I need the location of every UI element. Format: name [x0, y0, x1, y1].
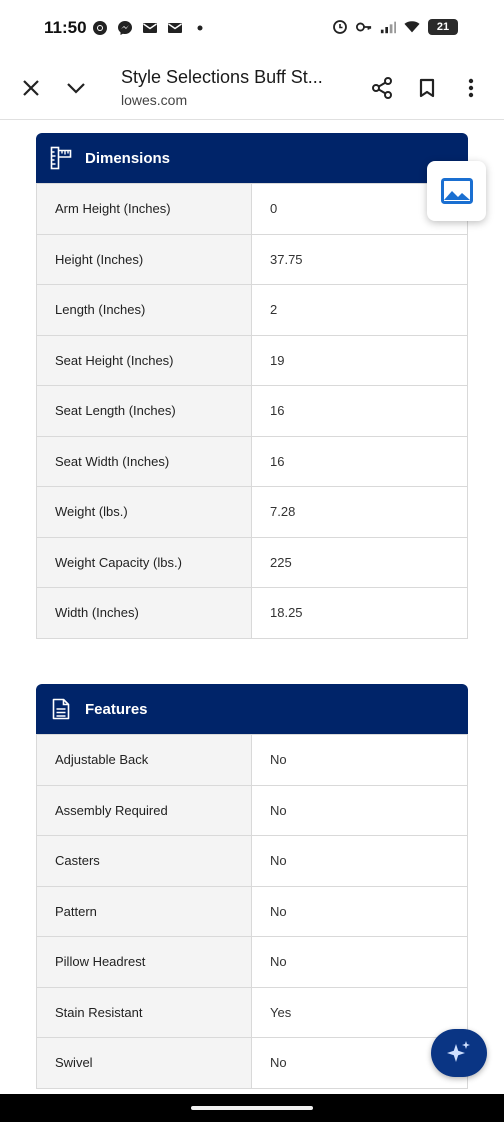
table-row — [37, 234, 468, 285]
more-vert-icon — [468, 78, 474, 98]
table-row — [37, 785, 468, 836]
features-title: Features — [85, 700, 148, 718]
chrome-icon — [92, 20, 108, 36]
minimize-button[interactable] — [61, 73, 91, 103]
spec-label: Arm Height (Inches) — [37, 184, 252, 235]
spec-value: No — [252, 735, 468, 786]
view-images-button[interactable] — [427, 161, 486, 221]
sparkle-icon — [444, 1038, 474, 1068]
messenger-icon — [117, 20, 133, 36]
dot-icon — [192, 20, 208, 36]
table-row — [37, 285, 468, 336]
system-icons — [332, 19, 458, 35]
spec-label: Weight (lbs.) — [37, 487, 252, 538]
spec-value: No — [252, 1038, 468, 1089]
image-icon — [441, 178, 473, 204]
status-time: 11:50 — [44, 18, 87, 37]
spec-label: Length (Inches) — [37, 285, 252, 336]
features-section — [36, 684, 468, 1089]
notification-icons — [92, 20, 208, 36]
spec-value: No — [252, 886, 468, 937]
key-icon — [356, 19, 372, 35]
table-row — [37, 386, 468, 437]
spec-value: No — [252, 937, 468, 988]
wifi-icon — [404, 19, 420, 35]
page-title: Style Selections Buff St... — [121, 67, 323, 87]
ai-assistant-button[interactable] — [431, 1029, 487, 1077]
document-icon — [50, 697, 72, 721]
spec-label: Seat Height (Inches) — [37, 335, 252, 386]
features-header — [36, 684, 468, 734]
mail-icon — [167, 20, 183, 36]
table-row — [37, 735, 468, 786]
signal-icon — [380, 19, 396, 35]
spec-value: 19 — [252, 335, 468, 386]
dimensions-table — [36, 183, 468, 639]
spec-value: 0 — [252, 184, 468, 235]
spec-label: Seat Length (Inches) — [37, 386, 252, 437]
home-gesture-handle[interactable] — [191, 1106, 313, 1110]
mail-icon — [142, 20, 158, 36]
alarm-icon — [332, 19, 348, 35]
table-row — [37, 487, 468, 538]
table-row — [37, 184, 468, 235]
battery-indicator: 21 — [428, 19, 458, 35]
table-row — [37, 537, 468, 588]
spec-label: Stain Resistant — [37, 987, 252, 1038]
spec-value: No — [252, 785, 468, 836]
spec-label: Width (Inches) — [37, 588, 252, 639]
table-row — [37, 588, 468, 639]
spec-label: Pillow Headrest — [37, 937, 252, 988]
spec-label: Swivel — [37, 1038, 252, 1089]
close-icon — [22, 79, 40, 97]
custom-tab-toolbar — [0, 56, 504, 120]
bookmark-button[interactable] — [412, 73, 442, 103]
spec-label: Adjustable Back — [37, 735, 252, 786]
close-button[interactable] — [16, 73, 46, 103]
spec-value: Yes — [252, 987, 468, 1038]
table-row — [37, 836, 468, 887]
spec-label: Casters — [37, 836, 252, 887]
chevron-down-icon — [66, 82, 86, 94]
spec-value: 2 — [252, 285, 468, 336]
spec-label: Weight Capacity (lbs.) — [37, 537, 252, 588]
dimensions-section — [36, 133, 468, 639]
spec-value: 18.25 — [252, 588, 468, 639]
page-content[interactable] — [0, 121, 504, 1094]
spec-value: 7.28 — [252, 487, 468, 538]
ruler-icon — [50, 146, 72, 170]
share-icon — [371, 77, 393, 99]
dimensions-title: Dimensions — [85, 149, 171, 167]
page-url: lowes.com — [121, 92, 188, 108]
spec-label: Seat Width (Inches) — [37, 436, 252, 487]
spec-label: Height (Inches) — [37, 234, 252, 285]
table-row — [37, 335, 468, 386]
spec-value: 225 — [252, 537, 468, 588]
dimensions-header — [36, 133, 468, 183]
table-row — [37, 987, 468, 1038]
spec-value: No — [252, 836, 468, 887]
table-row — [37, 1038, 468, 1089]
spec-value: 16 — [252, 386, 468, 437]
table-row — [37, 436, 468, 487]
features-table — [36, 734, 468, 1089]
table-row — [37, 886, 468, 937]
bookmark-icon — [419, 78, 435, 98]
more-options-button[interactable] — [456, 73, 486, 103]
table-row — [37, 937, 468, 988]
spec-label: Pattern — [37, 886, 252, 937]
spec-label: Assembly Required — [37, 785, 252, 836]
navigation-bar — [0, 1094, 504, 1122]
status-bar — [0, 0, 504, 56]
share-button[interactable] — [367, 73, 397, 103]
spec-value: 37.75 — [252, 234, 468, 285]
spec-value: 16 — [252, 436, 468, 487]
